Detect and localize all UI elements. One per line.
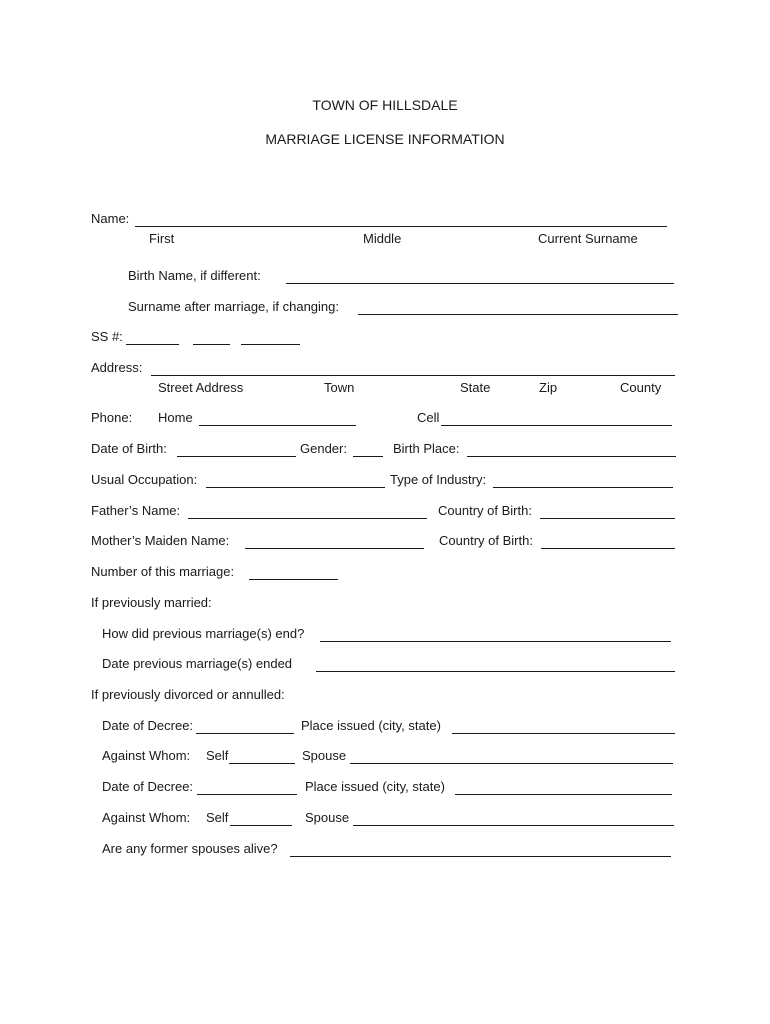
decree-date-label-2: Date of Decree: [102,779,194,794]
phone-label: Phone: [91,410,133,425]
date-ended-label: Date previous marriage(s) ended [102,656,293,671]
mother-name-label: Mother’s Maiden Name: [91,533,230,548]
occupation-field[interactable] [206,487,385,488]
industry-label: Type of Industry: [390,472,487,487]
against-whom-label-2: Against Whom: [102,810,191,825]
address-label: Address: [91,360,143,375]
decree-date-field-1[interactable] [196,733,294,734]
ss-label: SS #: [91,329,123,344]
previously-married-heading: If previously married: [91,595,212,610]
place-issued-field-2[interactable] [455,794,672,795]
spouses-alive-field[interactable] [290,856,671,857]
town-caption: Town [324,380,355,395]
how-ended-label: How did previous marriage(s) end? [102,626,305,641]
spouse-label-1: Spouse [302,748,347,763]
birth-name-label: Birth Name, if different: [128,268,261,283]
how-ended-field[interactable] [320,641,671,642]
spouse-label-2: Spouse [305,810,350,825]
ss-field-3[interactable] [241,344,300,345]
gender-field[interactable] [353,456,383,457]
ss-field-1[interactable] [126,344,179,345]
against-whom-label-1: Against Whom: [102,748,191,763]
town-title: TOWN OF HILLSDALE [312,97,458,113]
occupation-label: Usual Occupation: [91,472,198,487]
surname-after-label: Surname after marriage, if changing: [128,299,339,314]
spouses-alive-label: Are any former spouses alive? [102,841,278,856]
street-caption: Street Address [158,380,244,395]
cell-phone-label: Cell [417,410,440,425]
state-caption: State [460,380,491,395]
gender-label: Gender: [300,441,347,456]
father-country-field[interactable] [540,518,675,519]
surname-caption: Current Surname [538,231,638,246]
self-field-2[interactable] [230,825,292,826]
mother-name-field[interactable] [245,548,424,549]
mother-country-label: Country of Birth: [439,533,533,548]
birth-place-field[interactable] [467,456,676,457]
self-field-1[interactable] [229,763,295,764]
place-issued-field-1[interactable] [452,733,675,734]
dob-field[interactable] [177,456,296,457]
marriage-number-field[interactable] [249,579,338,580]
father-name-label: Father’s Name: [91,503,181,518]
first-name-caption: First [149,231,175,246]
home-phone-field[interactable] [199,425,356,426]
marriage-number-label: Number of this marriage: [91,564,235,579]
surname-after-field[interactable] [358,314,678,315]
name-field[interactable] [135,226,667,227]
county-caption: County [620,380,662,395]
spouse-field-2[interactable] [353,825,674,826]
ss-field-2[interactable] [193,344,230,345]
father-country-label: Country of Birth: [438,503,532,518]
birth-name-field[interactable] [286,283,674,284]
father-name-field[interactable] [188,518,427,519]
place-issued-label-2: Place issued (city, state) [305,779,445,794]
industry-field[interactable] [493,487,673,488]
name-label: Name: [91,211,130,226]
place-issued-label-1: Place issued (city, state) [301,718,441,733]
date-ended-field[interactable] [316,671,675,672]
address-field[interactable] [151,375,675,376]
decree-date-field-2[interactable] [197,794,297,795]
zip-caption: Zip [539,380,558,395]
spouse-field-1[interactable] [350,763,673,764]
divorce-heading: If previously divorced or annulled: [91,687,285,702]
dob-label: Date of Birth: [91,441,167,456]
home-phone-label: Home [158,410,193,425]
decree-date-label-1: Date of Decree: [102,718,194,733]
mother-country-field[interactable] [541,548,675,549]
middle-name-caption: Middle [363,231,402,246]
cell-phone-field[interactable] [441,425,672,426]
self-label-1: Self [206,748,229,763]
self-label-2: Self [206,810,229,825]
birth-place-label: Birth Place: [393,441,460,456]
form-title: MARRIAGE LICENSE INFORMATION [265,131,505,147]
